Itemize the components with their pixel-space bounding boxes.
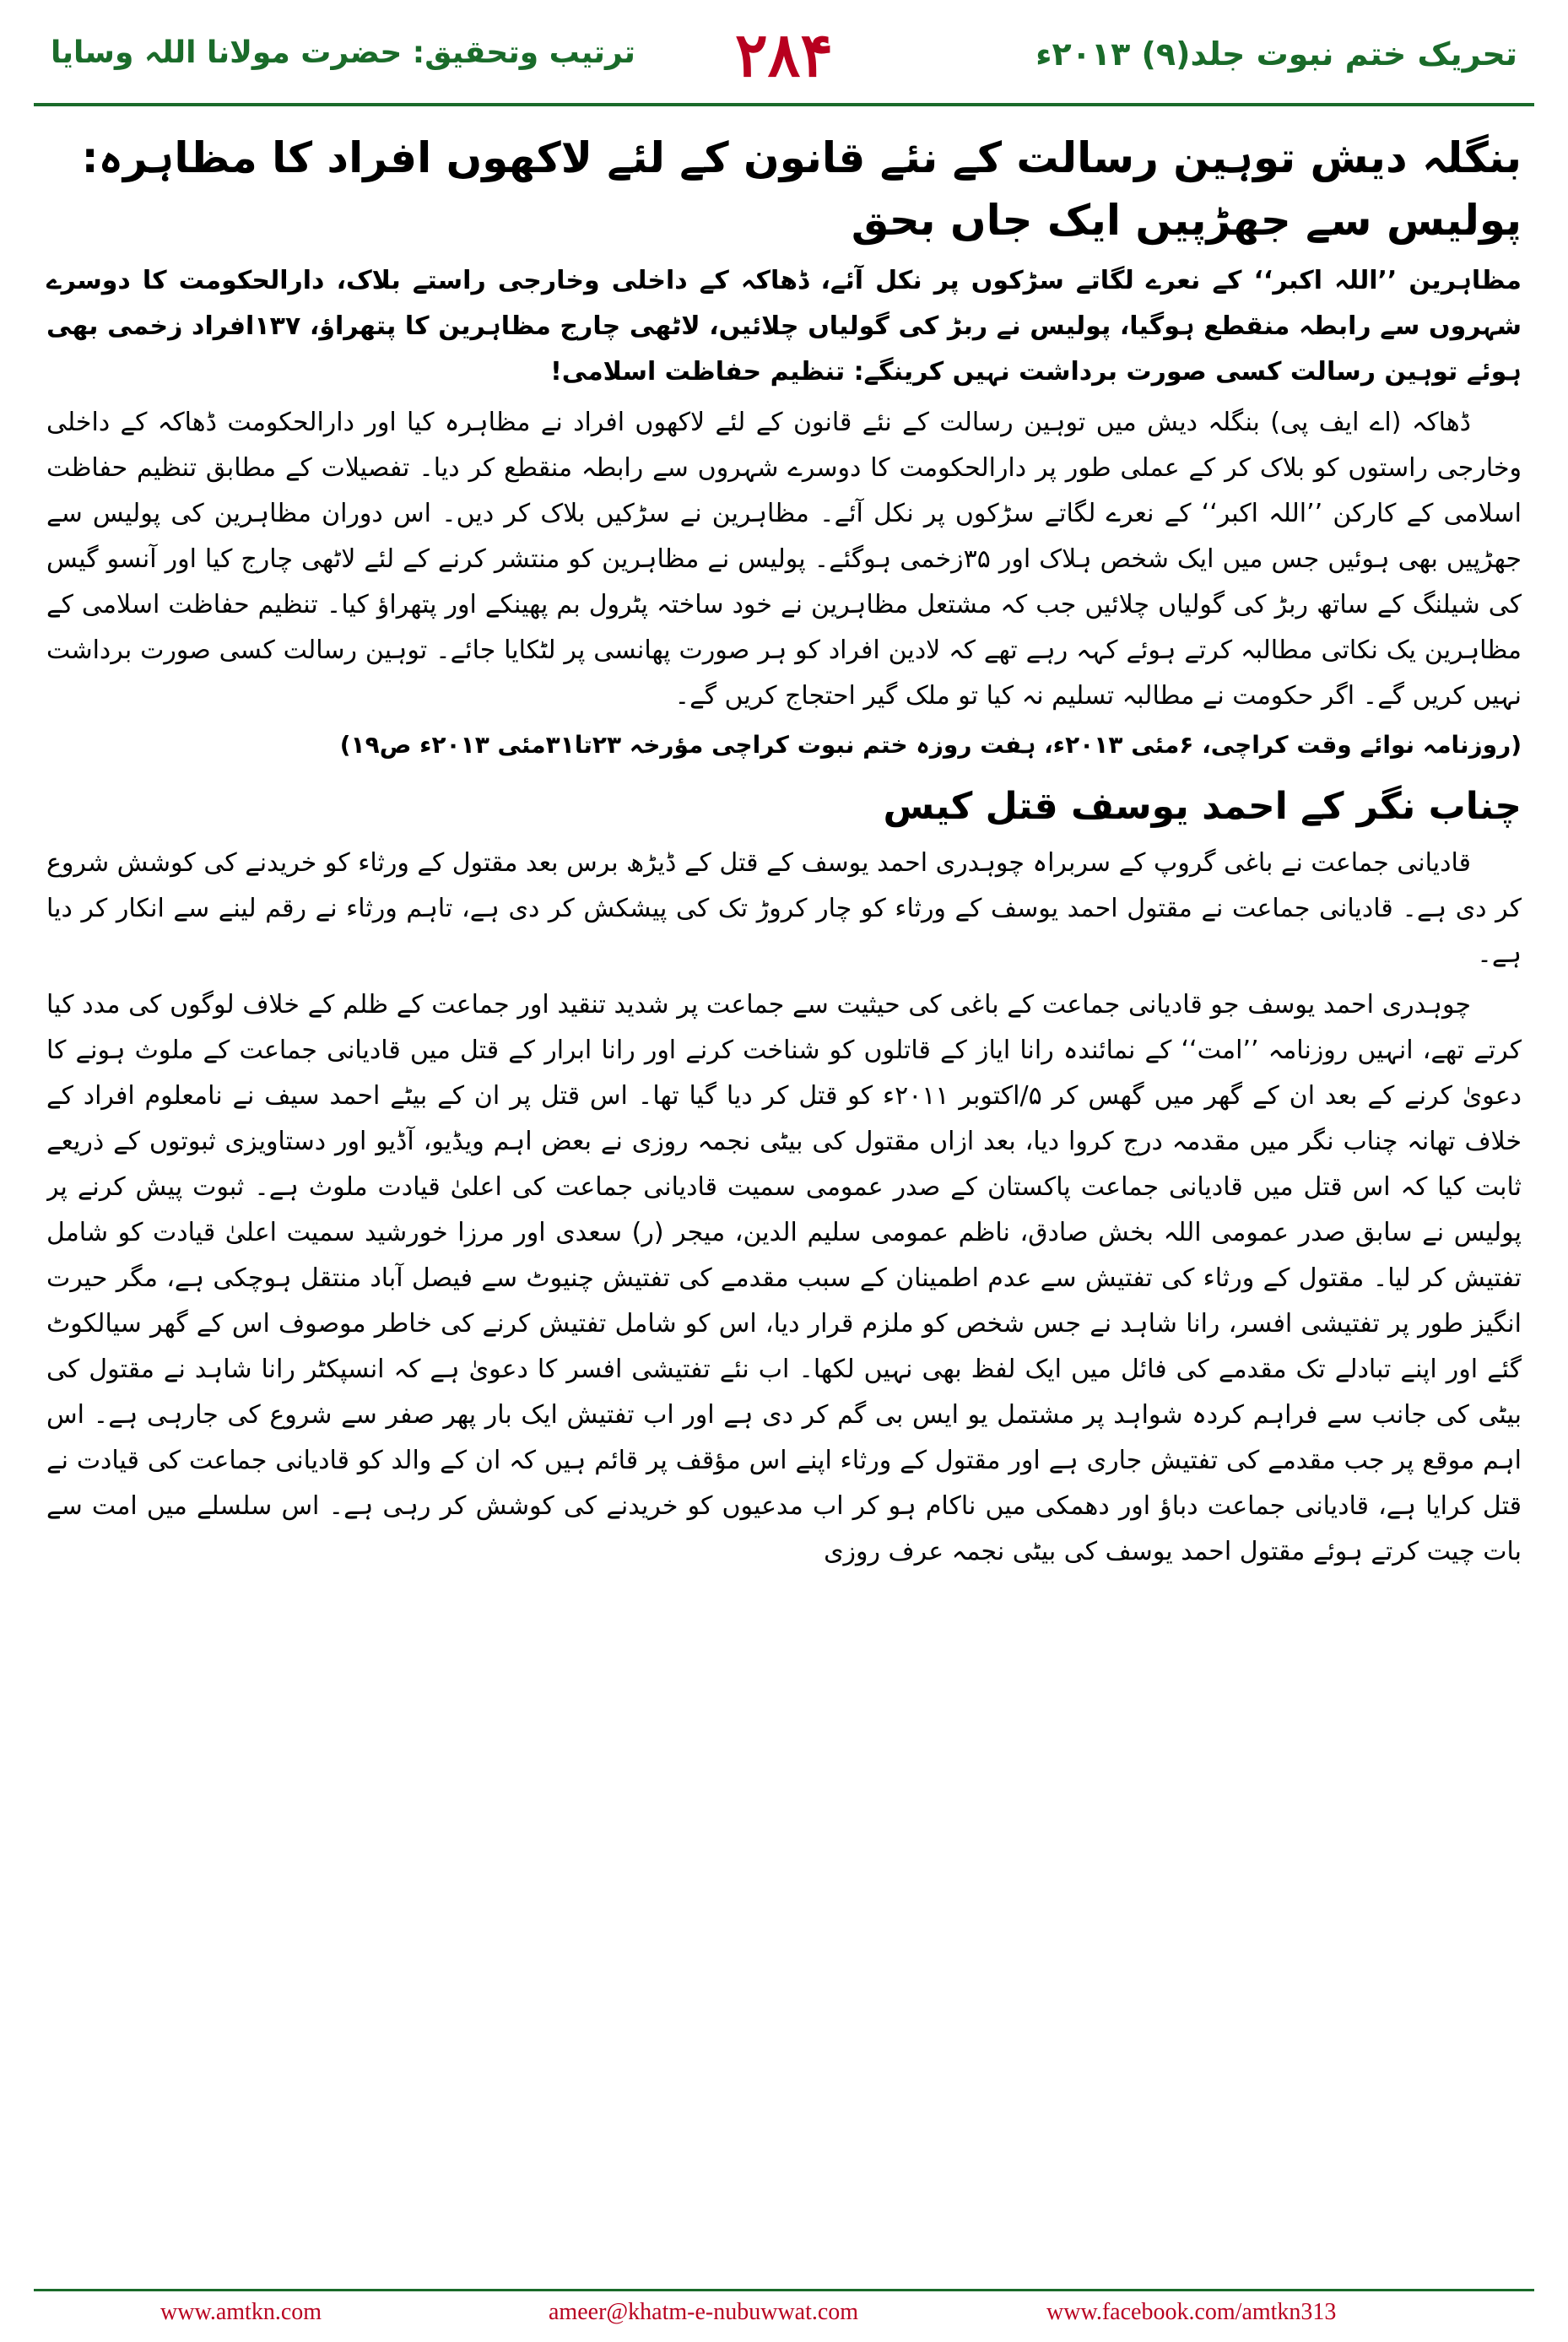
article1-lead: مظاہرین ’’اللہ اکبر‘‘ کے نعرے لگاتے سڑکوں پر نکل آئے، ڈھاکہ کے داخلی وخارجی راستے بلاک، دارالحکومت کا دوسرے شہروں سے رابطہ منقطع ہوگیا، پولیس نے ربڑ کی گولیاں چلائیں، لاٹھی چارج مظاہرین کا پتھراؤ، ۱۳۷افراد زخمی بھی ہوئے توہین رسالت کسی صورت برداشت نہیں کرینگے: تنظیم حفاظت اسلامی! (46, 266, 1522, 387)
article2-paragraph: چوہدری احمد یوسف جو قادیانی جماعت کے باغی کی حیثیت سے جماعت پر شدید تنقید اور جماعت کے ظلم کے خلاف لوگوں کی مدد کیا کرتے تھے، انہیں روزنامہ ’’امت‘‘ کے نمائندہ رانا ایاز کے قاتلوں کو شناخت کرنے اور رانا ابرار کے قتل میں قادیانی جماعت کے ملوث ہونے کا دعویٰ کرنے کے بعد ان کے گھر میں گھس کر ۵/اکتوبر ۲۰۱۱ء کو قتل کر دیا گیا تھا۔ اس قتل پر ان کے بیٹے احمد سیف نے نامعلوم افراد کے خلاف تھانہ چناب نگر میں مقدمہ درج کروا دیا، بعد ازاں مقتول کی بیٹی نجمہ روزی نے بعض اہم ویڈیو، آڈیو اور دستاویزی ثبوتوں کے ذریعے ثابت کیا کہ اس قتل میں قادیانی جماعت پاکستان کے صدر عمومی سمیت قادیانی جماعت کی اعلیٰ قیادت ملوث ہے۔ ثبوت پیش کرنے پر پولیس نے سابق صدر عمومی اللہ بخش صادق، ناظم عمومی سلیم الدین، میجر (ر) سعدی اور مرزا خورشید سمیت اعلیٰ قیادت کو شامل تفتیش کر لیا۔ مقتول کے ورثاء کی تفتیش سے عدم اطمینان کے سبب مقدمے کی تفتیش چنیوٹ سے فیصل آباد منتقل ہوچکی ہے، مگر حیرت انگیز طور پر تفتیشی افسر، رانا شاہد نے جس شخص کو ملزم قرار دیا، اس کو شامل تفتیش کرنے کی خاطر موصوف اس کے گھر سیالکوٹ گئے اور اپنے تبادلے تک مقدمے کی فائل میں ایک لفظ بھی نہیں لکھا۔ اب نئے تفتیشی افسر کا دعویٰ ہے کہ انسپکٹر رانا شاہد نے مقتول کی بیٹی کی جانب سے فراہم کردہ شواہد پر مشتمل یو ایس بی گم کر دی ہے اور اب تفتیش ایک بار پھر صفر سے شروع کی جارہی ہے۔ اس اہم موقع پر جب مقدمے کی تفتیش جاری ہے اور مقتول کے ورثاء اپنے اس مؤقف پر قائم ہیں کہ ان کے والد کو قادیانی جماعت کی قیادت نے قتل کرایا ہے، قادیانی جماعت دباؤ اور دھمکی میں ناکام ہو کر اب مدعیوں کو خریدنے کی کوشش کر رہی ہے۔ اس سلسلے میں امت سے بات چیت کرتے ہوئے مقتول احمد یوسف کی بیٹی نجمہ عرف روزی (46, 990, 1522, 1566)
article2-headline: چناب نگر کے احمد یوسف قتل کیس (883, 785, 1522, 828)
article1-body: ڈھاکہ (اے ایف پی) بنگلہ دیش میں توہین رسالت کے نئے قانون کے لئے لاکھوں افراد نے مظاہرہ کیا اور دارالحکومت ڈھاکہ کے داخلی وخارجی راستوں کو بلاک کر کے عملی طور پر دارالحکومت کا دوسرے شہروں سے رابطہ منقطع کر دیا۔ تفصیلات کے مطابق تنظیم حفاظت اسلامی کے کارکن ’’اللہ اکبر‘‘ کے نعرے لگاتے سڑکوں پر نکل آئے۔ مظاہرین نے سڑکیں بلاک کر دیں۔ اس دوران مظاہرین کی پولیس سے جھڑپیں بھی ہوئیں جس میں ایک شخص ہلاک اور ۳۵زخمی ہوگئے۔ پولیس نے مظاہرین کو منتشر کرنے کے لئے لاٹھی چارج کیا اور آنسو گیس کی شیلنگ کے ساتھ ربڑ کی گولیاں چلائیں جب کہ مشتعل مظاہرین نے خود ساختہ پٹرول بم پھینکے اور پتھراؤ کیا۔ تنظیم حفاظت اسلامی کے مظاہرین یک نکاتی مطالبہ کرتے ہوئے کہہ رہے تھے کہ لادین افراد کو ہر صورت پھانسی پر لٹکایا جائے۔ توہین رسالت کسی صورت برداشت نہیں کریں گے۔ اگر حکومت نے مطالبہ تسلیم نہ کیا تو ملک گیر احتجاج کریں گے۔ (46, 408, 1522, 711)
email-link[interactable]: ameer@khatm-e-nubuwwat.com (549, 2299, 859, 2325)
article2-paragraph: قادیانی جماعت نے باغی گروپ کے سربراہ چوہدری احمد یوسف کے قتل کے ڈیڑھ برس بعد مقتول کے ورثاء کو خریدنے کی کوشش شروع کر دی ہے۔ قادیانی جماعت نے مقتول احمد یوسف کے ورثاء کو چار کروڑ تک کی پیشکش کر دی ہے، تاہم ورثاء نے رقم لینے سے انکار کر دیا ہے۔ (46, 848, 1522, 969)
page-header (0, 0, 1568, 118)
book-title: تحریک ختم نبوت جلد(۹) ۲۰۱۳ء (1035, 35, 1517, 73)
page-footer (0, 2289, 1568, 2342)
footer-divider (34, 2289, 1534, 2291)
website-link[interactable]: www.amtkn.com (160, 2299, 322, 2325)
facebook-link[interactable]: www.facebook.com/amtkn313 (1046, 2299, 1337, 2325)
article1-headline: بنگلہ دیش توہین رسالت کے نئے قانون کے لئے لاکھوں افراد کا مظاہرہ: پولیس سے جھڑپیں ایک جاں بحق (81, 133, 1522, 245)
page-number: ۲۸۴ (734, 19, 833, 90)
header-divider (34, 103, 1534, 106)
page-content (46, 127, 1522, 2279)
article1-source: (روزنامہ نوائے وقت کراچی، ۶مئی ۲۰۱۳ء، ہفت روزہ ختم نبوت کراچی مؤرخہ ۲۳تا۳۱مئی ۲۰۱۳ء ص۱۹) (339, 731, 1522, 759)
compiler-credit: ترتیب وتحقیق: حضرت مولانا اللہ وسایا (51, 35, 635, 70)
